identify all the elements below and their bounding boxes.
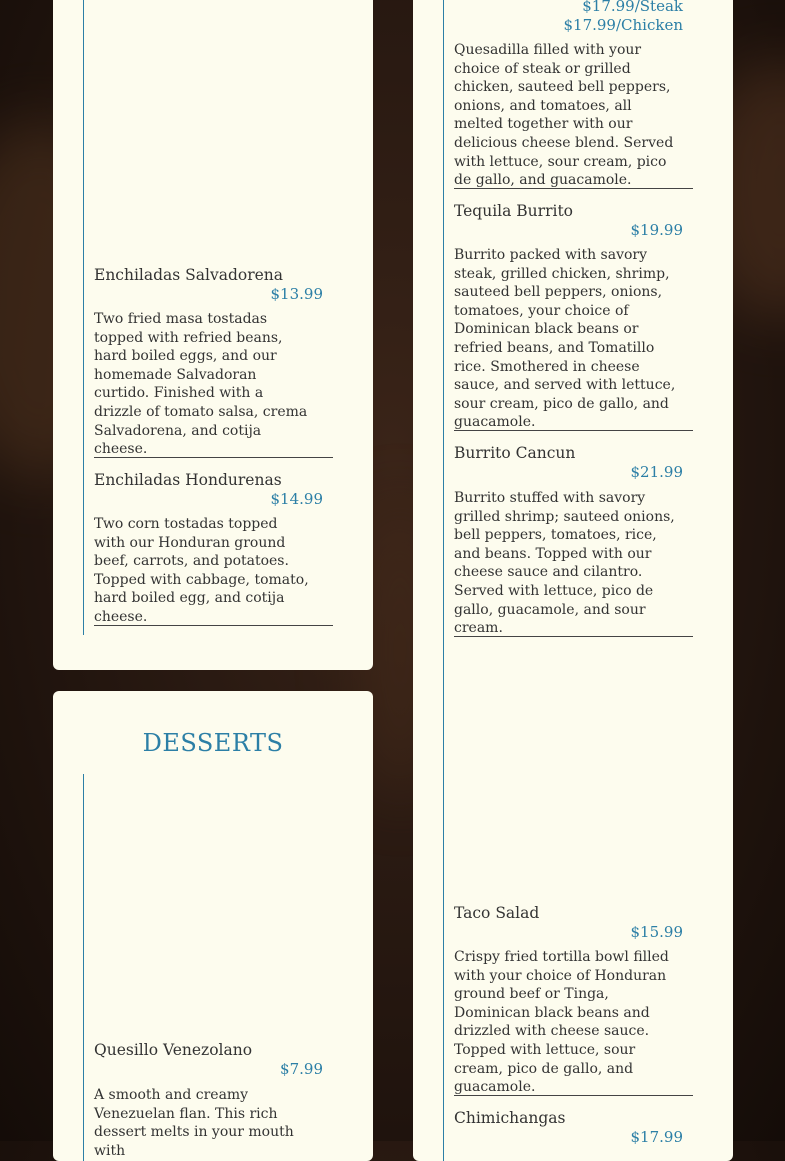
item-name: Chimichangas — [454, 1109, 566, 1127]
item-price: $21.99 — [630, 463, 683, 481]
item-price-chicken: $17.99/Chicken — [563, 16, 683, 34]
item-description: Crispy fried tortilla bowl filled with your choice of Honduran ground beef or Tinga, Dominican black beans and drizzled with cheese sauce. Topped with lettuce, sour cream, pico de gallo, and guacamole. — [454, 949, 669, 1096]
item-divider — [454, 636, 693, 637]
menu-item — [94, 1041, 334, 1161]
item-name: Tequila Burrito — [454, 202, 574, 220]
item-price: $7.99 — [280, 1060, 323, 1078]
item-name: Enchiladas Hondurenas — [94, 471, 282, 489]
item-price: $14.99 — [270, 490, 323, 508]
menu-item — [454, 904, 694, 1096]
item-description: Two fried masa tostadas topped with refried beans, hard boiled eggs, and our homemade Salvadoran curtido. Finished with a drizzle of tomato salsa, crema Salvadorena, and cotija cheese. — [94, 311, 308, 458]
menu-item — [94, 471, 334, 625]
section-accent-line — [443, 0, 444, 1161]
item-divider — [454, 1095, 693, 1096]
item-divider — [454, 188, 693, 189]
menu-item — [454, 1109, 694, 1159]
item-divider — [94, 625, 333, 626]
section-accent-line — [83, 774, 84, 1161]
menu-item — [454, 0, 694, 189]
menu-card-desserts — [53, 691, 373, 1161]
item-description: A smooth and creamy Venezuelan flan. This rich dessert melts in your mouth with — [94, 1087, 294, 1159]
menu-item — [454, 202, 694, 431]
menu-card-left-top — [53, 0, 373, 670]
item-description: Quesadilla filled with your choice of steak or grilled chicken, sauteed bell peppers, onions, and tomatoes, all melted together with our delicious cheese blend. Served with lettuce, sour cream, pico de gallo, and guacamole. — [454, 42, 674, 189]
item-price-steak: $17.99/Steak — [582, 0, 683, 15]
menu-card-right — [413, 0, 733, 1161]
item-divider — [94, 457, 333, 458]
item-name: Burrito Cancun — [454, 444, 576, 462]
menu-item — [454, 444, 694, 637]
section-accent-line — [83, 0, 84, 635]
section-title: DESSERTS — [142, 729, 284, 757]
item-name: Taco Salad — [454, 904, 540, 922]
item-price: $17.99 — [630, 1128, 683, 1146]
item-price: $13.99 — [270, 285, 323, 303]
item-description: Burrito stuffed with savory grilled shrimp; sauteed onions, bell peppers, tomatoes, rice, and beans. Topped with our cheese sauce and cilantro. Served with lettuce, pico de gallo, guacamole, and sour cream. — [454, 490, 675, 637]
menu-item — [94, 266, 334, 456]
item-name: Enchiladas Salvadorena — [94, 266, 284, 284]
item-description: Burrito packed with savory steak, grilled chicken, shrimp, sauteed bell peppers, onions, tomatoes, your choice of Dominican black beans or refried beans, and Tomatillo rice. Smothered in cheese sauce, and served with lettuce, sour cream, pico de gallo, and guacamole. — [454, 247, 676, 431]
item-description: Two corn tostadas topped with our Honduran ground beef, carrots, and potatoes. Topped with cabbage, tomato, hard boiled egg, and cotija cheese. — [94, 516, 309, 625]
item-name: Quesillo Venezolano — [94, 1041, 253, 1059]
item-divider — [454, 430, 693, 431]
item-price: $19.99 — [630, 221, 683, 239]
item-price: $15.99 — [630, 923, 683, 941]
